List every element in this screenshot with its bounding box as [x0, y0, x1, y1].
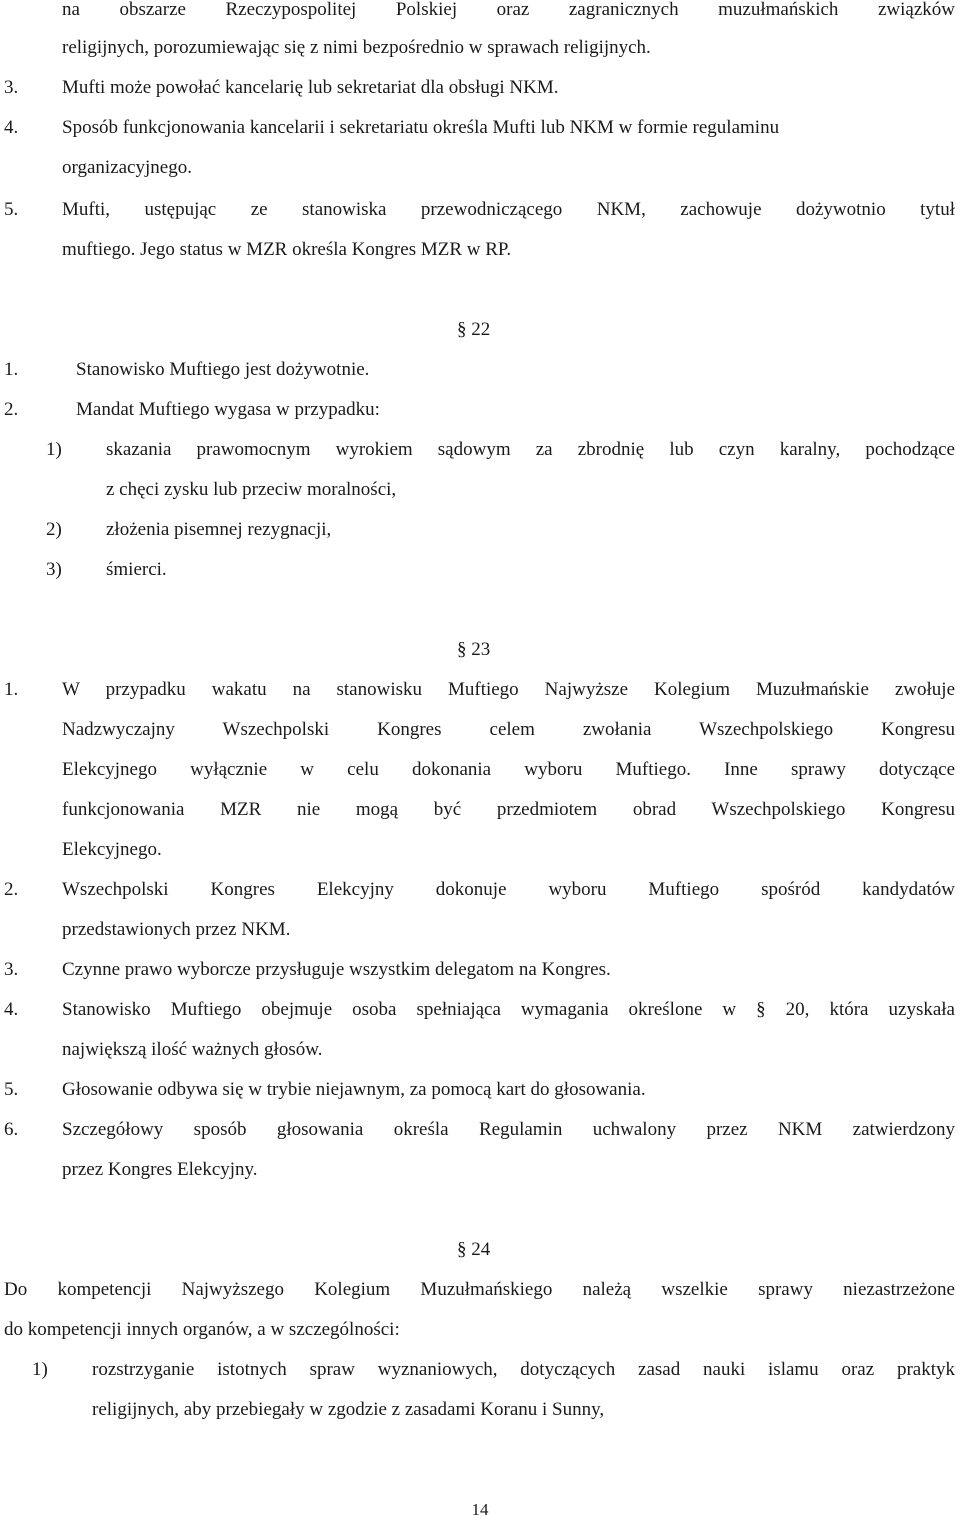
item-text: śmierci.: [106, 559, 167, 580]
section-heading: § 22: [457, 319, 491, 340]
list-item: [0, 870, 960, 910]
item-number: 2.: [4, 399, 19, 420]
list-item: [0, 950, 960, 990]
list-item: [0, 670, 960, 710]
text-line: [0, 1390, 960, 1430]
item-text: Wszechpolski Kongres Elekcyjny dokonuje wyboru Muftiego spośród kandydatów: [62, 879, 955, 900]
item-text: muftiego. Jego status w MZR określa Kongres MZR w RP.: [62, 239, 512, 260]
paragraph-text: na obszarze Rzeczypospolitej Polskiej oraz zagranicznych muzułmańskich związków: [62, 0, 955, 20]
list-item: [0, 68, 960, 108]
item-text: złożenia pisemnej rezygnacji,: [106, 519, 332, 540]
text-line: [0, 1030, 960, 1070]
item-text: Stanowisko Muftiego obejmuje osoba spełniająca wymagania określone w § 20, która uzyskała: [62, 999, 955, 1020]
list-item: [0, 1350, 960, 1390]
item-number: 3): [46, 559, 62, 580]
item-number: 3.: [4, 77, 19, 98]
item-number: 1.: [4, 359, 19, 380]
item-text: największą ilość ważnych głosów.: [62, 1039, 323, 1060]
item-number: 2.: [4, 879, 19, 900]
item-text: funkcjonowania MZR nie mogą być przedmiotem obrad Wszechpolskiego Kongresu: [62, 799, 955, 820]
section-heading: § 23: [457, 639, 491, 660]
item-number: 4.: [4, 117, 19, 138]
item-text: Głosowanie odbywa się w trybie niejawnym, za pomocą kart do głosowania.: [62, 1079, 646, 1100]
text-line: [0, 790, 960, 830]
item-text: przez Kongres Elekcyjny.: [62, 1159, 258, 1180]
item-text: Stanowisko Muftiego jest dożywotnie.: [76, 359, 370, 380]
item-text: przedstawionych przez NKM.: [62, 919, 291, 940]
item-text: Czynne prawo wyborcze przysługuje wszystkim delegatom na Kongres.: [62, 959, 611, 980]
item-text: Szczegółowy sposób głosowania określa Regulamin uchwalony przez NKM zatwierdzony: [62, 1119, 955, 1140]
text-line: [0, 1310, 960, 1350]
item-number: 1): [46, 439, 62, 460]
text-line: [0, 1270, 960, 1310]
text-line: [0, 0, 960, 30]
list-item: [0, 350, 960, 390]
list-item: [0, 190, 960, 230]
item-text: Mufti, ustępując ze stanowiska przewodniczącego NKM, zachowuje dożywotnio tytuł: [62, 199, 955, 220]
paragraph-text: religijnych, porozumiewając się z nimi bezpośrednio w sprawach religijnych.: [62, 37, 651, 58]
item-number: 5.: [4, 199, 19, 220]
item-text: Nadzwyczajny Wszechpolski Kongres celem zwołania Wszechpolskiego Kongresu: [62, 719, 955, 740]
text-line: [0, 230, 960, 270]
item-text: skazania prawomocnym wyrokiem sądowym za zbrodnię lub czyn karalny, pochodzące: [106, 439, 955, 460]
item-text: Mandat Muftiego wygasa w przypadku:: [76, 399, 380, 420]
item-number: 5.: [4, 1079, 19, 1100]
item-text: Sposób funkcjonowania kancelarii i sekretariatu określa Mufti lub NKM w formie regulaminu: [62, 117, 780, 138]
section-heading: § 24: [457, 1239, 491, 1260]
item-text: W przypadku wakatu na stanowisku Muftiego Najwyższe Kolegium Muzułmańskie zwołuje: [62, 679, 955, 700]
list-item: [0, 430, 960, 470]
paragraph-text: Do kompetencji Najwyższego Kolegium Muzułmańskiego należą wszelkie sprawy niezastrzeżone: [4, 1279, 955, 1300]
page-number: 14: [471, 1500, 489, 1519]
text-line: [0, 710, 960, 750]
item-text: religijnych, aby przebiegały w zgodzie z zasadami Koranu i Sunny,: [92, 1399, 605, 1420]
item-text: rozstrzyganie istotnych spraw wyznaniowych, dotyczących zasad nauki islamu oraz praktyk: [92, 1359, 955, 1380]
text-line: [0, 470, 960, 510]
item-number: 2): [46, 519, 62, 540]
item-text: Mufti może powołać kancelarię lub sekretariat dla obsługi NKM.: [62, 77, 559, 98]
item-number: 1): [32, 1359, 48, 1380]
text-line: [0, 750, 960, 790]
list-item: [0, 990, 960, 1030]
item-number: 3.: [4, 959, 19, 980]
text-line: [0, 1150, 960, 1190]
text-line: [0, 148, 960, 188]
text-line: [0, 910, 960, 950]
item-text: Elekcyjnego.: [62, 839, 162, 860]
item-number: 4.: [4, 999, 19, 1020]
item-number: 1.: [4, 679, 19, 700]
paragraph-text: do kompetencji innych organów, a w szczególności:: [4, 1319, 400, 1340]
item-text: Elekcyjnego wyłącznie w celu dokonania wyboru Muftiego. Inne sprawy dotyczące: [62, 759, 955, 780]
list-item: [0, 510, 960, 550]
text-line: [0, 830, 960, 870]
item-text: z chęci zysku lub przeciw moralności,: [106, 479, 397, 500]
text-line: [0, 28, 960, 68]
item-text: organizacyjnego.: [62, 157, 192, 178]
list-item: [0, 390, 960, 430]
item-number: 6.: [4, 1119, 19, 1140]
list-item: [0, 1110, 960, 1150]
list-item: [0, 108, 960, 148]
list-item: [0, 550, 960, 590]
list-item: [0, 1070, 960, 1110]
